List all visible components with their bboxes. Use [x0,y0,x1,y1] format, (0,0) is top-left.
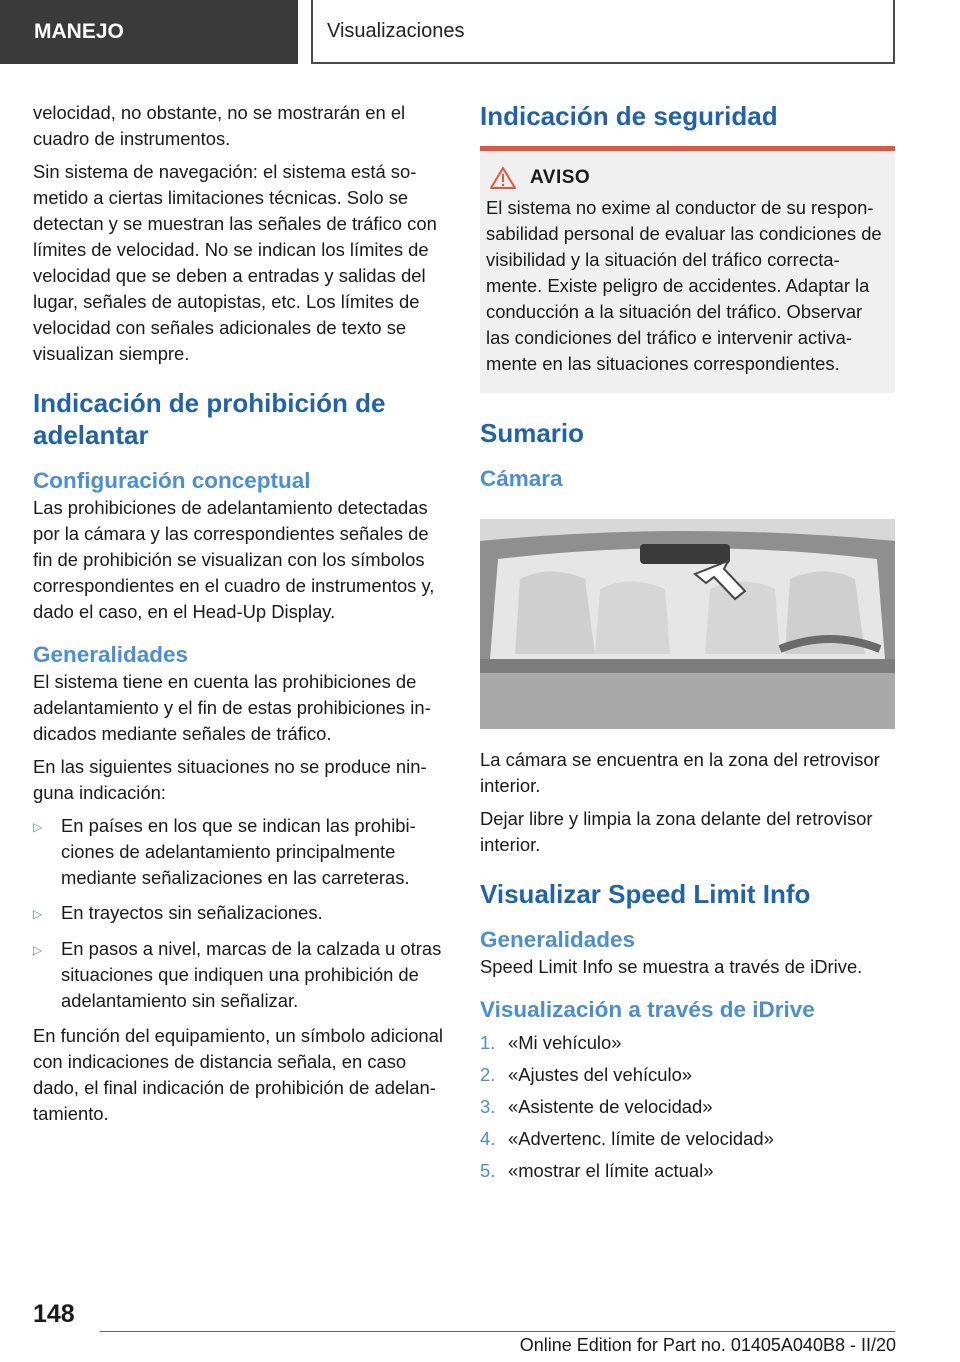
paragraph: Las prohibiciones de adelantamiento detectadas por la cámara y las correspondientes señales de fin de prohibición se visualizan con los símbolos correspondientes en el cuadro de instrumentos y, dado el caso, en el Head-Up Display. [33,497,435,622]
warning-text: El sistema no exime al conductor de su responsabilidad personal de evaluar las condiciones de visibilidad y la situación del tráfico correctamente. Existe peligro de accidentes. Adaptar la conducción a la situación del tráfico. Observar las condiciones del tráfico e intervenir activamente en las situaciones correspondientes. [486,197,882,374]
paragraph: velocidad, no obstante, no se mostrarán en el cuadro de instrumentos. [33,102,406,149]
footer-divider [100,1331,895,1332]
page-number: 148 [33,1300,75,1328]
list-item: ▷ En pasos a nivel, marcas de la calzada u otras situaciones que indiquen una prohibición de adelantamiento sin señalizar. [33,936,446,1014]
section-heading: Indicación de seguridad [480,101,778,131]
camera-location-photo [480,519,895,729]
left-column [33,100,446,1134]
section-title: MANEJO [34,20,124,43]
list-item: 1. «Mi vehículo» [480,1032,622,1053]
subsection-heading: Visualización a través de iDrive [480,997,815,1022]
chapter-tab [311,0,895,64]
paragraph: En función del equipamiento, un símbolo adicional con indicaciones de distancia señala, en caso dado, el final indicación de prohibición de adelantamiento. [33,1025,443,1124]
bullet-list [33,813,446,1014]
triangle-bullet-icon: ▷ [33,943,43,957]
paragraph: El sistema tiene en cuenta las prohibiciones de adelantamiento y el fin de estas prohibiciones indicados mediante señales de tráfico. [33,671,431,744]
warning-header [486,167,887,189]
triangle-bullet-icon: ▷ [33,907,43,921]
list-item: 2. «Ajustes del vehículo» [480,1064,693,1085]
subsection-heading: Configuración conceptual [33,468,311,493]
list-item: 4. «Advertenc. límite de velocidad» [480,1128,774,1149]
paragraph: La cámara se encuentra en la zona del retrovisor interior. [480,749,880,796]
paragraph: Dejar libre y limpia la zona delante del retrovisor interior. [480,808,873,855]
edition-note: Online Edition for Part no. 01405A040B8 - II/20 [519,1335,896,1355]
car-interior-illustration [480,519,895,729]
subsection-heading: Cámara [480,466,563,491]
section-heading: Visualizar Speed Limit Info [480,879,811,909]
chapter-title: Visualizaciones [327,19,465,42]
list-item: ▷ En trayectos sin señalizaciones. [33,900,446,927]
numbered-steps [480,1030,895,1184]
paragraph: Speed Limit Info se muestra a través de iDrive. [480,956,863,977]
section-heading: Indicación de prohibición de adelantar [33,388,386,450]
list-item: 3. «Asistente de velocidad» [480,1096,713,1117]
warning-triangle-icon [490,167,516,189]
list-item: 5. «mostrar el límite actual» [480,1160,714,1181]
triangle-bullet-icon: ▷ [33,820,43,834]
subsection-heading: Generalidades [33,642,189,667]
section-tab [0,0,298,64]
paragraph: En las siguientes situaciones no se produce ninguna indicación: [33,756,427,803]
subsection-heading: Generalidades [480,927,636,952]
list-item: ▷ En países en los que se indican las prohibiciones de adelantamiento principalmente mediante señalizaciones en las carreteras. [33,813,446,891]
warning-box [480,151,895,393]
warning-title: AVISO [530,167,591,188]
paragraph: Sin sistema de navegación: el sistema está sometido a ciertas limitaciones técnicas. Solo se detectan y se muestran las señales de tráfico con límites de velocidad. No se indican los límites de velocidad que se deben a entradas y salidas del lugar, señales de autopistas, etc. Los límites de velocidad con señales adicionales de texto se visualizan siempre. [33,161,437,364]
section-heading: Sumario [480,418,585,448]
right-column [480,100,895,1190]
